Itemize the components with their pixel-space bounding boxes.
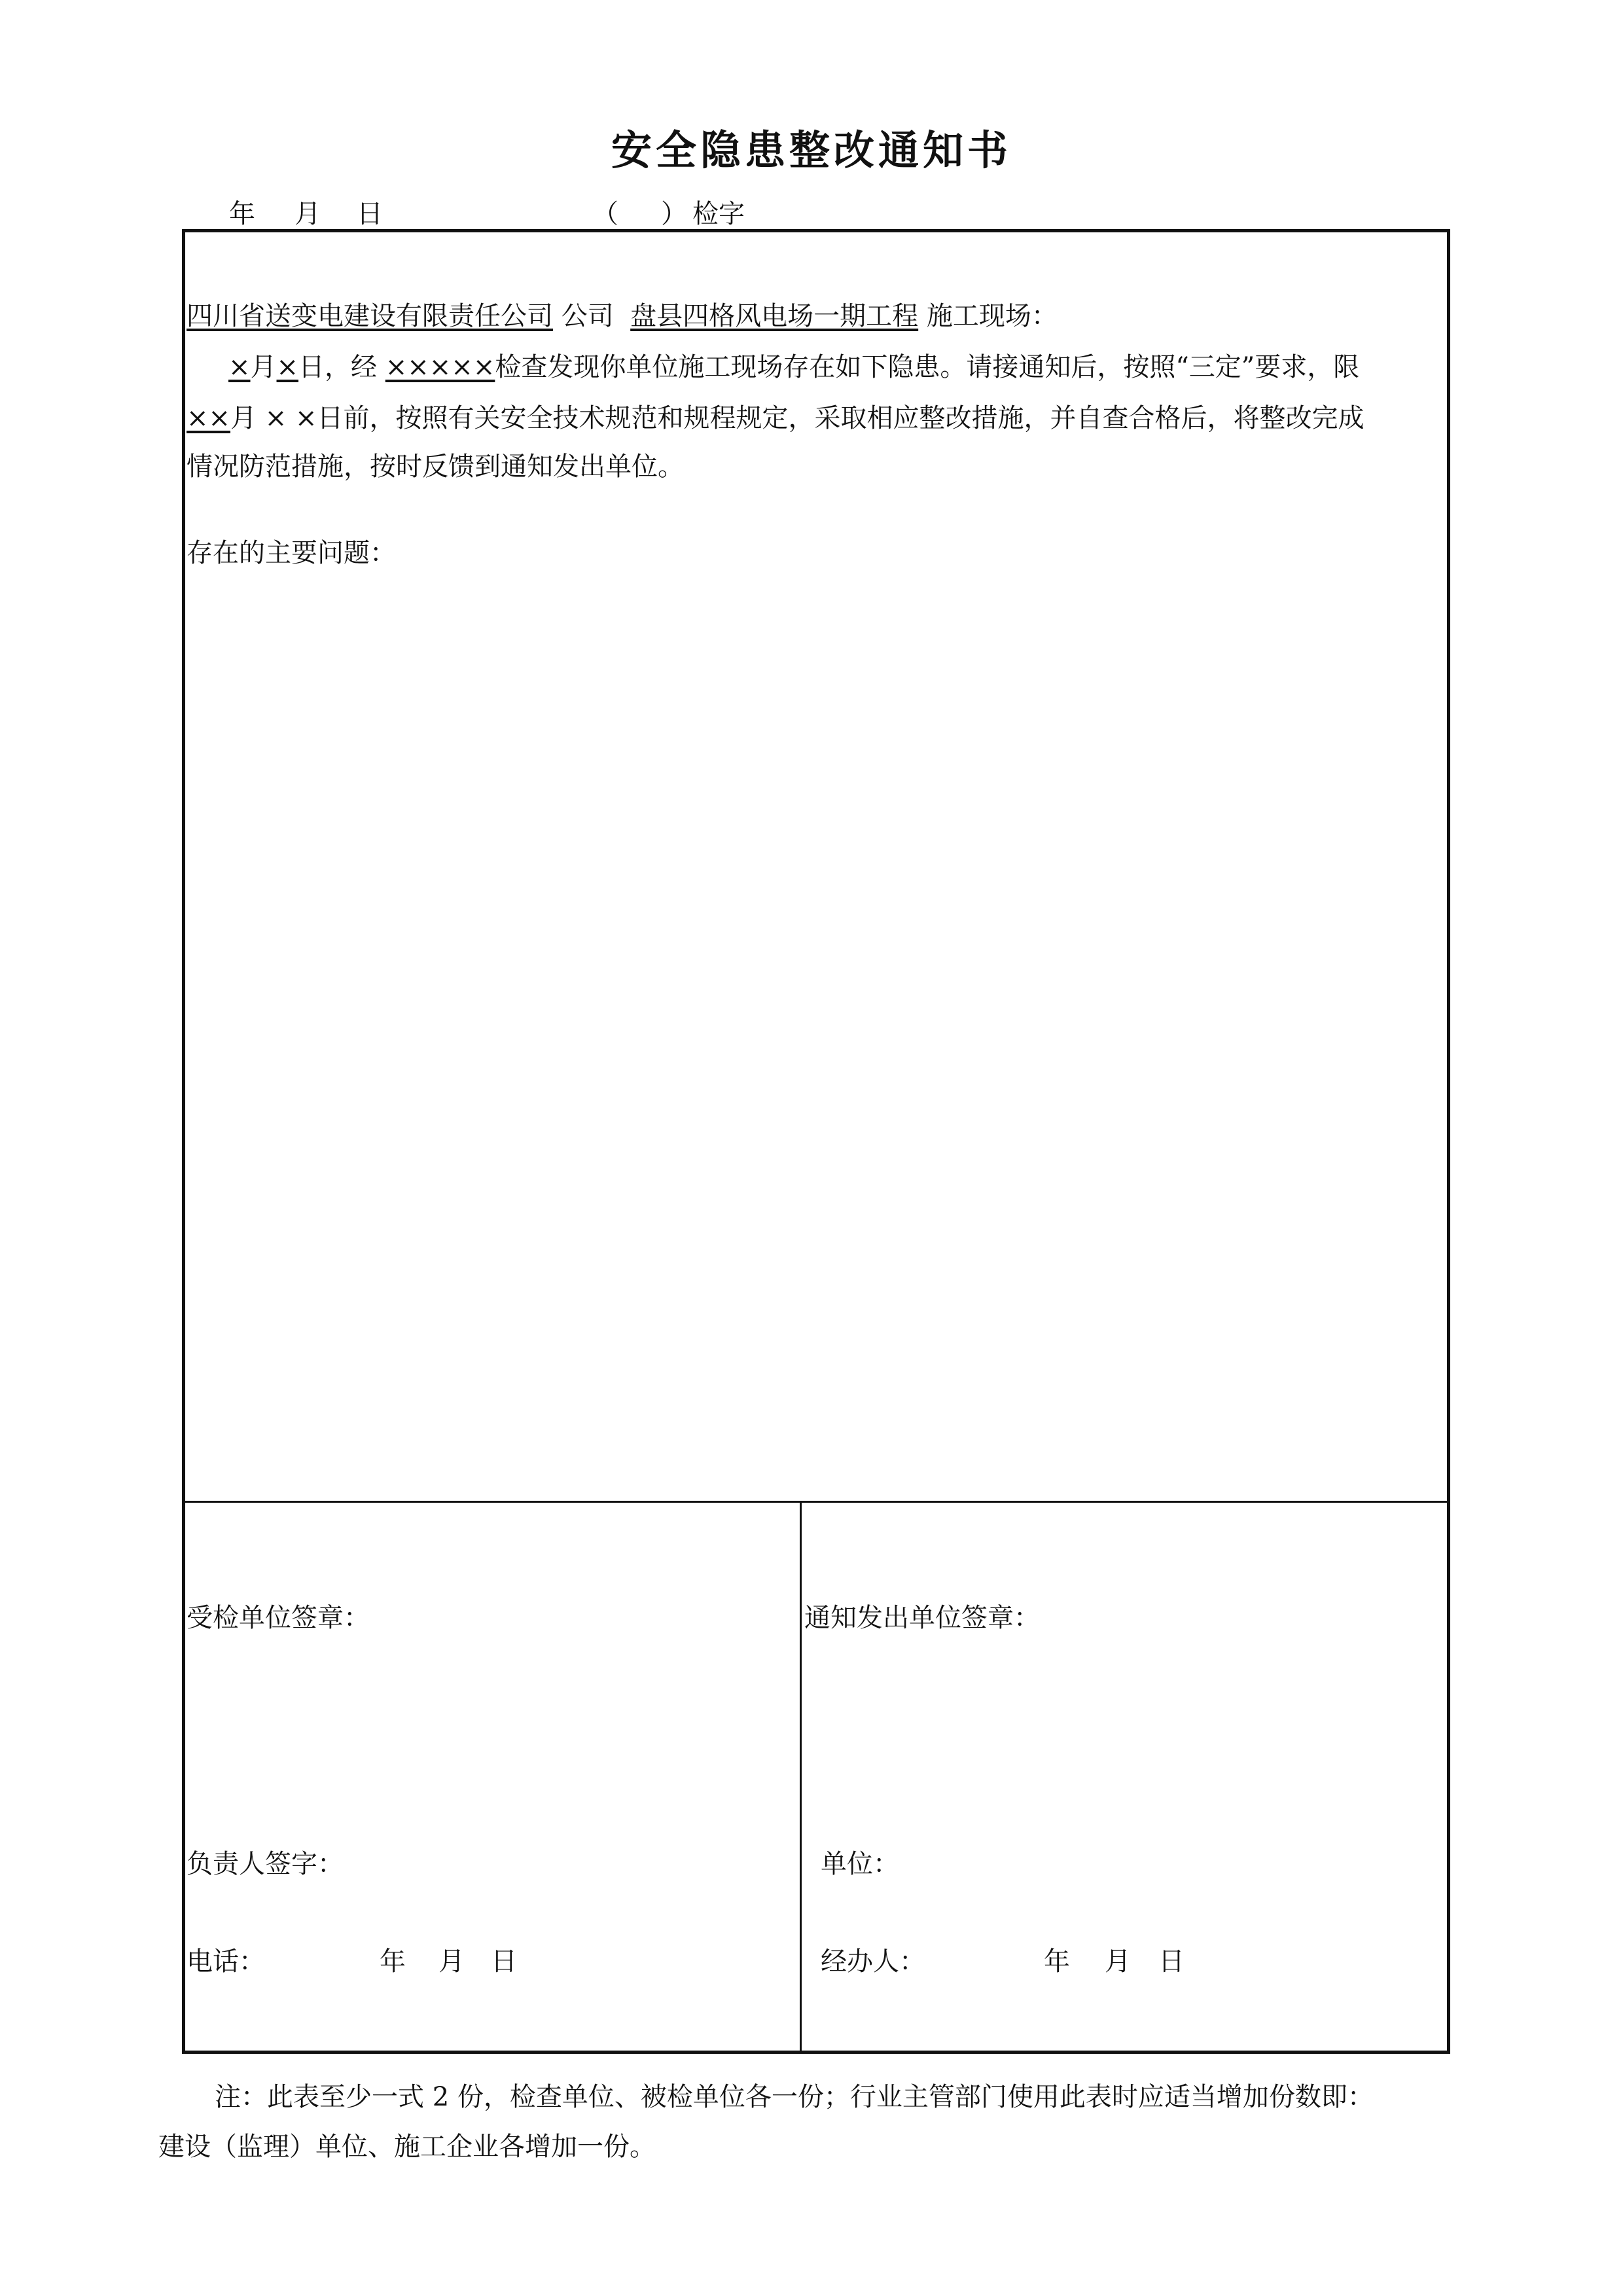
dateline-paren-close: ）: [661, 199, 687, 229]
left-day: 日: [491, 1946, 517, 1977]
dateline-paren-open: （: [592, 199, 618, 229]
document-title: 安全隐患整改通知书: [611, 126, 1012, 174]
company-suffix: 公司: [561, 301, 614, 331]
dateline-month: 月: [294, 199, 321, 229]
note-line-2: 建设（监理）单位、施工企业各增加一份。: [158, 2132, 656, 2162]
paragraph-text-2: 月 × ×日前，按照有关安全技术规范和规程规定，采取相应整改措施，并自查合格后，将整改完成: [230, 403, 1364, 433]
project-name: 盘县四格风电场一期工程: [630, 301, 919, 331]
paragraph-line-2: [187, 405, 1364, 431]
note-line-1: 注：此表至少一式 2 份，检查单位、被检单位各一份；行业主管部门使用此表时应适当增加份数即：: [215, 2082, 1374, 2112]
left-year: 年: [380, 1946, 406, 1977]
issues-label: 存在的主要问题：: [187, 538, 396, 568]
responsible-person-label: 负责人签字：: [187, 1849, 344, 1879]
notice-month-unit: 月: [250, 352, 277, 382]
right-month: 月: [1105, 1946, 1131, 1977]
left-month: 月: [438, 1946, 465, 1977]
paragraph-text-1: 检查发现你单位施工现场存在如下隐患。请接通知后，按照“三定”要求，限: [495, 352, 1360, 382]
right-day: 日: [1158, 1946, 1185, 1977]
inspected-unit-sign-label: 受检单位签章：: [187, 1603, 370, 1633]
addressee-line: [187, 303, 1058, 329]
notice-frame: [182, 229, 1450, 2054]
dateline-jianzi: 检字: [692, 199, 745, 229]
unit-label: 单位：: [821, 1849, 899, 1879]
horizontal-divider: [185, 1501, 1447, 1503]
handler-label: 经办人：: [821, 1946, 925, 1977]
project-suffix: 施工现场：: [926, 301, 1058, 331]
paragraph-line-3: 情况防范措施，按时反馈到通知发出单位。: [187, 452, 684, 482]
company-name: 四川省送变电建设有限责任公司: [187, 301, 553, 331]
right-year: 年: [1044, 1946, 1070, 1977]
vertical-divider: [800, 1501, 802, 2054]
dateline-year: 年: [229, 199, 255, 229]
dateline-day: 日: [357, 199, 383, 229]
phone-label: 电话：: [187, 1946, 265, 1977]
inspector-name: ×××××: [385, 352, 495, 382]
notice-month-value: ×: [228, 352, 251, 382]
notice-day-unit: 日，经: [298, 352, 378, 382]
notice-day-value: ×: [276, 352, 299, 382]
deadline-value: ××: [187, 403, 231, 433]
paragraph-line-1: [228, 354, 1359, 380]
issuing-unit-sign-label: 通知发出单位签章：: [804, 1603, 1040, 1633]
